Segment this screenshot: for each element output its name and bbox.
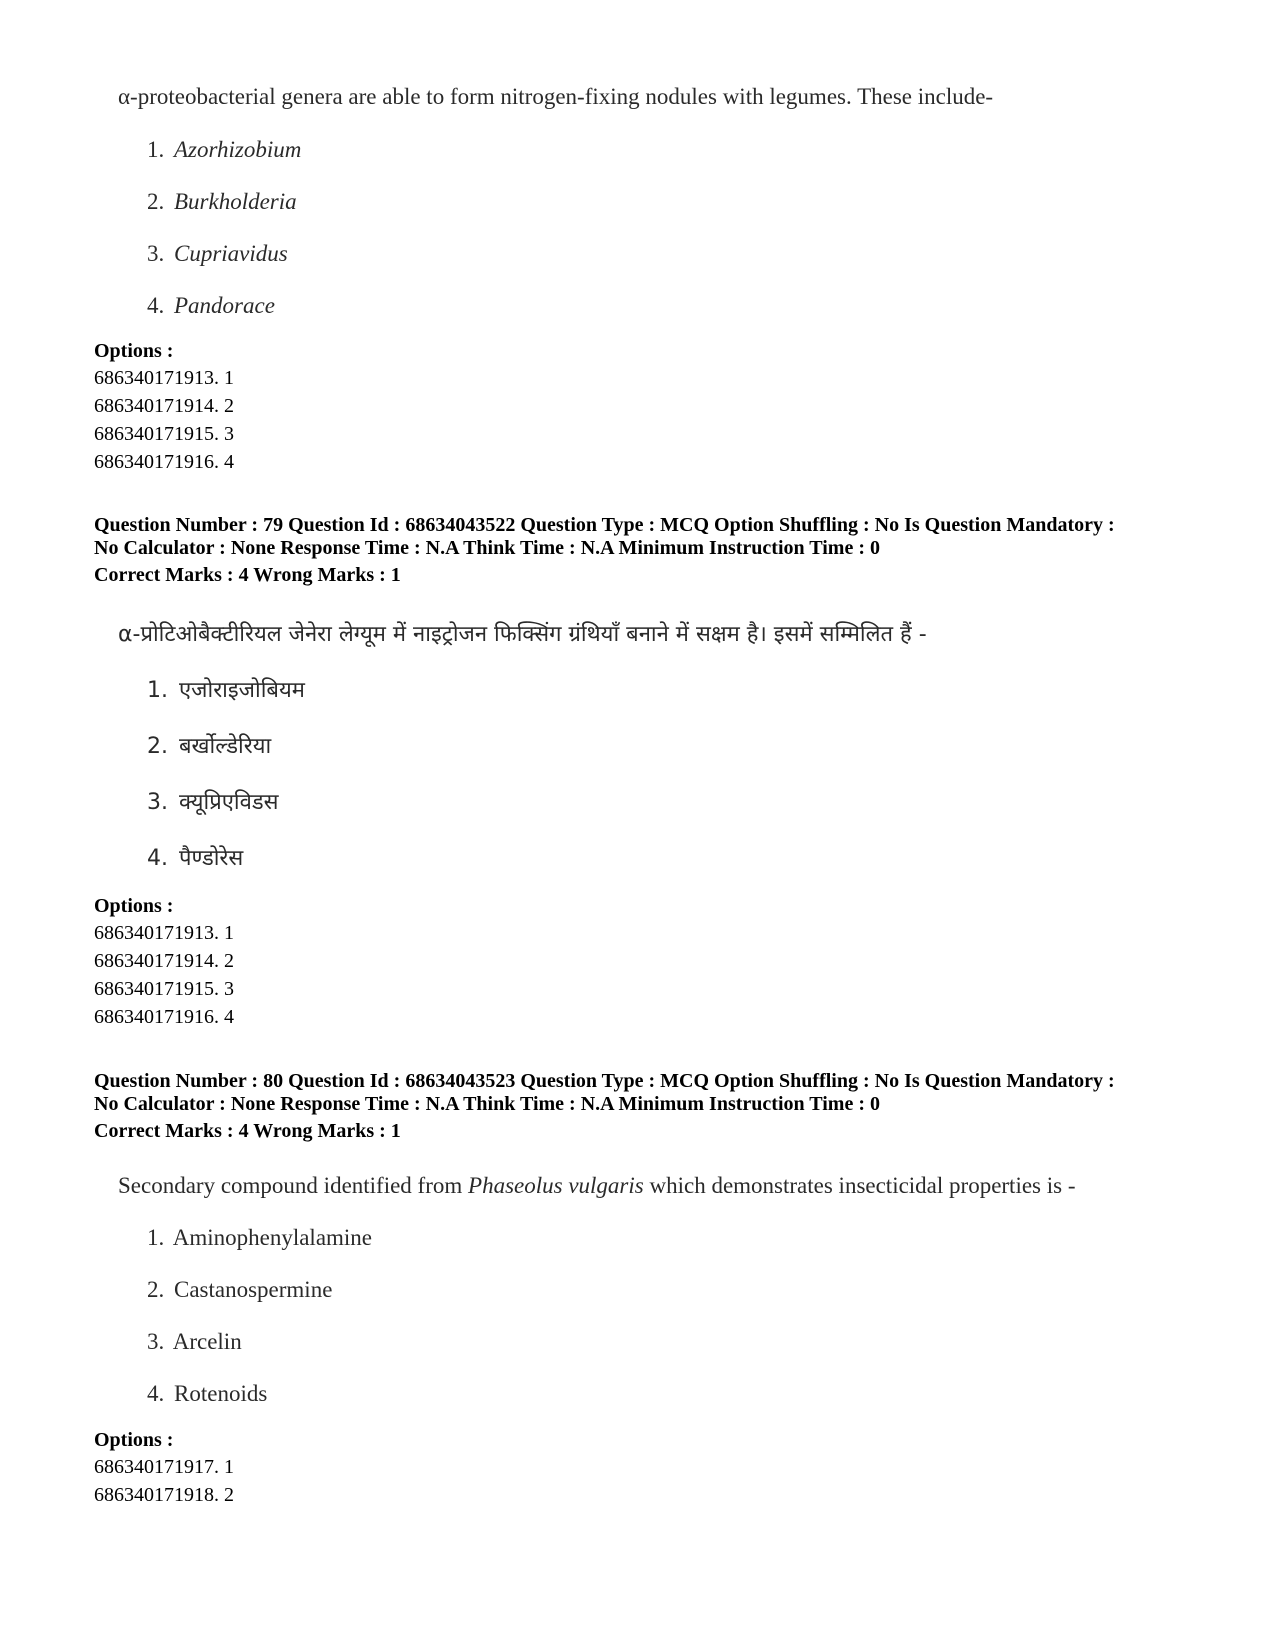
choice-1 (147, 1223, 372, 1253)
option-line: 686340171917. 1 (94, 1456, 234, 1478)
question-meta-line: Question Number : 80 Question Id : 68634043523 Question Type : MCQ Option Shuffling : No Is Question Mandatory : (94, 1070, 1115, 1092)
choice-number: 3. (147, 1329, 165, 1354)
choice-text: Rotenoids (174, 1381, 268, 1406)
choice-2 (147, 732, 271, 762)
option-line: 686340171914. 2 (94, 950, 234, 972)
options-label: Options : (94, 895, 174, 917)
choice-number: 4. (147, 293, 165, 318)
choice-2 (147, 187, 297, 217)
options-label: Options : (94, 1429, 174, 1451)
choice-4 (147, 1379, 267, 1409)
question-meta-line: Question Number : 79 Question Id : 68634043522 Question Type : MCQ Option Shuffling : No Is Question Mandatory : (94, 514, 1115, 536)
question-meta-line: No Calculator : None Response Time : N.A Think Time : N.A Minimum Instruction Time : 0 (94, 537, 880, 559)
choice-text: Arcelin (172, 1329, 242, 1354)
choice-text: Pandorace (174, 293, 275, 318)
choice-number: 3. (147, 241, 165, 266)
choice-text: Burkholderia (174, 189, 297, 214)
choice-text: Azorhizobium (174, 137, 302, 162)
choice-number: 1. (147, 137, 165, 162)
option-line: 686340171915. 3 (94, 978, 234, 1000)
marks-line: Correct Marks : 4 Wrong Marks : 1 (94, 1120, 401, 1142)
stem-text: which demonstrates insecticidal properties is - (643, 1173, 1076, 1198)
choice-number: 4. (147, 1381, 165, 1406)
options-label: Options : (94, 340, 174, 362)
choice-number: 2. (147, 189, 165, 214)
choice-text: एजोराइजोबियम (179, 678, 305, 703)
option-line: 686340171915. 3 (94, 423, 234, 445)
choice-text: बर्खोल्डेरिया (179, 734, 272, 759)
choice-1 (147, 676, 305, 706)
option-line: 686340171916. 4 (94, 1006, 234, 1028)
choice-number: 4. (147, 846, 168, 871)
choice-number: 2. (147, 1277, 165, 1302)
question-meta-line: No Calculator : None Response Time : N.A Think Time : N.A Minimum Instruction Time : 0 (94, 1093, 880, 1115)
question-78-stem: α-proteobacterial genera are able to form nitrogen-fixing nodules with legumes. These include- (118, 84, 994, 109)
option-line: 686340171913. 1 (94, 922, 234, 944)
choice-number: 1. (147, 1225, 165, 1250)
choice-text: क्यूप्रिएविडस (179, 790, 279, 815)
marks-line: Correct Marks : 4 Wrong Marks : 1 (94, 564, 401, 586)
choice-text: Castanospermine (174, 1277, 333, 1302)
choice-3 (147, 788, 278, 818)
choice-4 (147, 844, 243, 874)
choice-4 (147, 291, 275, 321)
option-line: 686340171913. 1 (94, 367, 234, 389)
choice-number: 1. (147, 678, 168, 703)
choice-text: पैण्डोरेस (179, 846, 244, 871)
choice-text: Aminophenylalamine (172, 1225, 373, 1250)
choice-number: 3. (147, 790, 168, 815)
choice-number: 2. (147, 734, 168, 759)
option-line: 686340171916. 4 (94, 451, 234, 473)
choice-1 (147, 135, 301, 165)
choice-3 (147, 239, 288, 269)
question-79-stem: α-प्रोटिओबैक्टीरियल जेनेरा लेग्यूम में नाइट्रोजन फिक्सिंग ग्रंथियाँ बनाने में सक्षम है। इसमें सम्मिलित हैं - (118, 622, 927, 647)
question-80-stem (118, 1171, 1076, 1201)
choice-3 (147, 1327, 242, 1357)
choice-text: Cupriavidus (174, 241, 288, 266)
stem-text: Secondary compound identified from (118, 1173, 469, 1198)
species-name: Phaseolus vulgaris (468, 1173, 644, 1198)
option-line: 686340171918. 2 (94, 1484, 234, 1506)
option-line: 686340171914. 2 (94, 395, 234, 417)
choice-2 (147, 1275, 332, 1305)
